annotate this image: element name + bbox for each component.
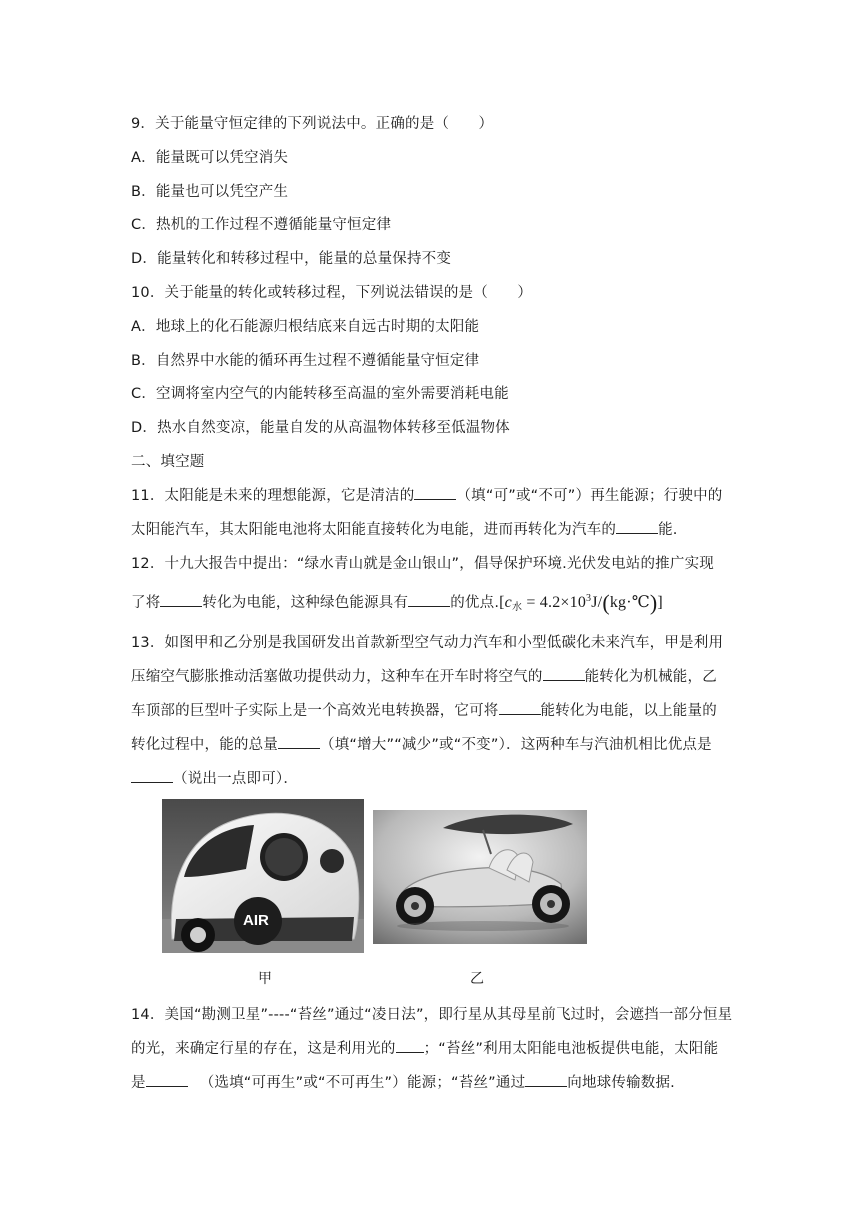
air-car-photo xyxy=(162,799,364,953)
caption-yi: 乙 xyxy=(470,971,484,987)
answer-blank[interactable] xyxy=(414,485,456,500)
answer-blank[interactable] xyxy=(278,734,320,749)
q9-option-b: B．能量也可以凭空产生 xyxy=(131,184,289,200)
q12-text: 的优点. xyxy=(450,595,500,611)
answer-blank[interactable] xyxy=(616,519,658,534)
q13-text: 压缩空气膨胀推动活塞做功提供动力，这种车在开车时将空气的 xyxy=(131,669,543,685)
answer-blank[interactable] xyxy=(543,666,585,681)
q10-option-a: A．地球上的化石能源归根结底来自远古时期的太阳能 xyxy=(131,319,480,335)
q13-line-2 xyxy=(131,665,717,686)
q11-line-2 xyxy=(131,518,678,539)
leaf-car-photo xyxy=(373,810,587,944)
q11-line-1 xyxy=(131,484,723,505)
q14-text: 向地球传输数据. xyxy=(567,1075,675,1091)
q13-line-5 xyxy=(131,767,298,788)
answer-blank[interactable] xyxy=(131,768,173,783)
q13-text: （填“增大”“减少”或“不变”）．这两种车与汽油机相比优点是 xyxy=(320,737,712,753)
q10-option-b: B．自然界中水能的循环再生过程不遵循能量守恒定律 xyxy=(131,353,480,369)
q14-line-2 xyxy=(131,1037,718,1058)
q9-option-a: A．能量既可以凭空消失 xyxy=(131,150,289,166)
q11-text: 太阳能汽车，其太阳能电池将太阳能直接转化为电能，进而再转化为汽车的 xyxy=(131,522,617,538)
q12-text: 转化为电能，这种绿色能源具有 xyxy=(202,595,409,611)
q10-option-d: D．热水自然变凉，能量自发的从高温物体转移至低温物体 xyxy=(131,420,510,436)
answer-blank[interactable] xyxy=(146,1072,188,1087)
q13-text: 能转化为电能，以上能量的 xyxy=(540,703,717,719)
q13-text: 能转化为机械能，乙 xyxy=(584,669,717,685)
q13-line-3 xyxy=(131,699,717,720)
q12-line-2 xyxy=(131,590,663,616)
answer-blank[interactable] xyxy=(396,1038,424,1053)
specific-heat-formula: [$c_水$ = $4.2\times 10^3J/(kg\cdot℃)$] xyxy=(499,590,663,615)
q13-line-4 xyxy=(131,733,712,754)
answer-blank[interactable] xyxy=(499,700,541,715)
q13-line-1: 13．如图甲和乙分别是我国研发出首款新型空气动力汽车和小型低碳化未来汽车，甲是利用 xyxy=(131,635,724,651)
q9-option-c: C．热机的工作过程不遵循能量守恒定律 xyxy=(131,217,392,233)
answer-blank[interactable] xyxy=(525,1072,567,1087)
q14-text: （选填“可再生”或“不可再生”）能源；“苔丝”通过 xyxy=(199,1075,526,1091)
q10-stem: 10．关于能量的转化或转移过程，下列说法错误的是（ ） xyxy=(131,285,533,301)
q14-line-3 xyxy=(131,1071,675,1092)
q14-text: 是 xyxy=(131,1075,146,1091)
caption-jia: 甲 xyxy=(258,971,272,987)
q13-text: 转化过程中，能的总量 xyxy=(131,737,278,753)
q14-line-1: 14．美国“勘测卫星”----“苔丝”通过“凌日法”，即行星从其母星前飞过时，会遮挡一部分恒星 xyxy=(131,1007,733,1023)
q11-text: 能. xyxy=(658,522,678,538)
q9-stem: 9．关于能量守恒定律的下列说法中。正确的是（ ） xyxy=(131,116,494,132)
section-title: 二、填空题 xyxy=(131,454,205,470)
q14-text: ；“苔丝”利用太阳能电池板提供电能，太阳能 xyxy=(423,1041,719,1057)
q12-line-1: 12．十九大报告中提出：“绿水青山就是金山银山”，倡导保护环境.光伏发电站的推广实现 xyxy=(131,556,714,572)
q10-option-c: C．空调将室内空气的内能转移至高温的室外需要消耗电能 xyxy=(131,386,509,402)
q9-option-d: D．能量转化和转移过程中，能量的总量保持不变 xyxy=(131,251,452,267)
q12-text: 了将 xyxy=(131,595,161,611)
air-logo-text: AIR xyxy=(243,912,269,929)
answer-blank[interactable] xyxy=(408,592,450,607)
q13-text: （说出一点即可）． xyxy=(173,771,299,787)
answer-blank[interactable] xyxy=(160,592,202,607)
q11-text: （填“可”或“不可”）再生能源；行驶中的 xyxy=(456,488,723,504)
q11-text: 11．太阳能是未来的理想能源，它是清洁的 xyxy=(131,488,415,504)
q13-text: 车顶部的巨型叶子实际上是一个高效光电转换器，它可将 xyxy=(131,703,499,719)
q14-text: 的光，来确定行星的存在，这是利用光的 xyxy=(131,1041,396,1057)
